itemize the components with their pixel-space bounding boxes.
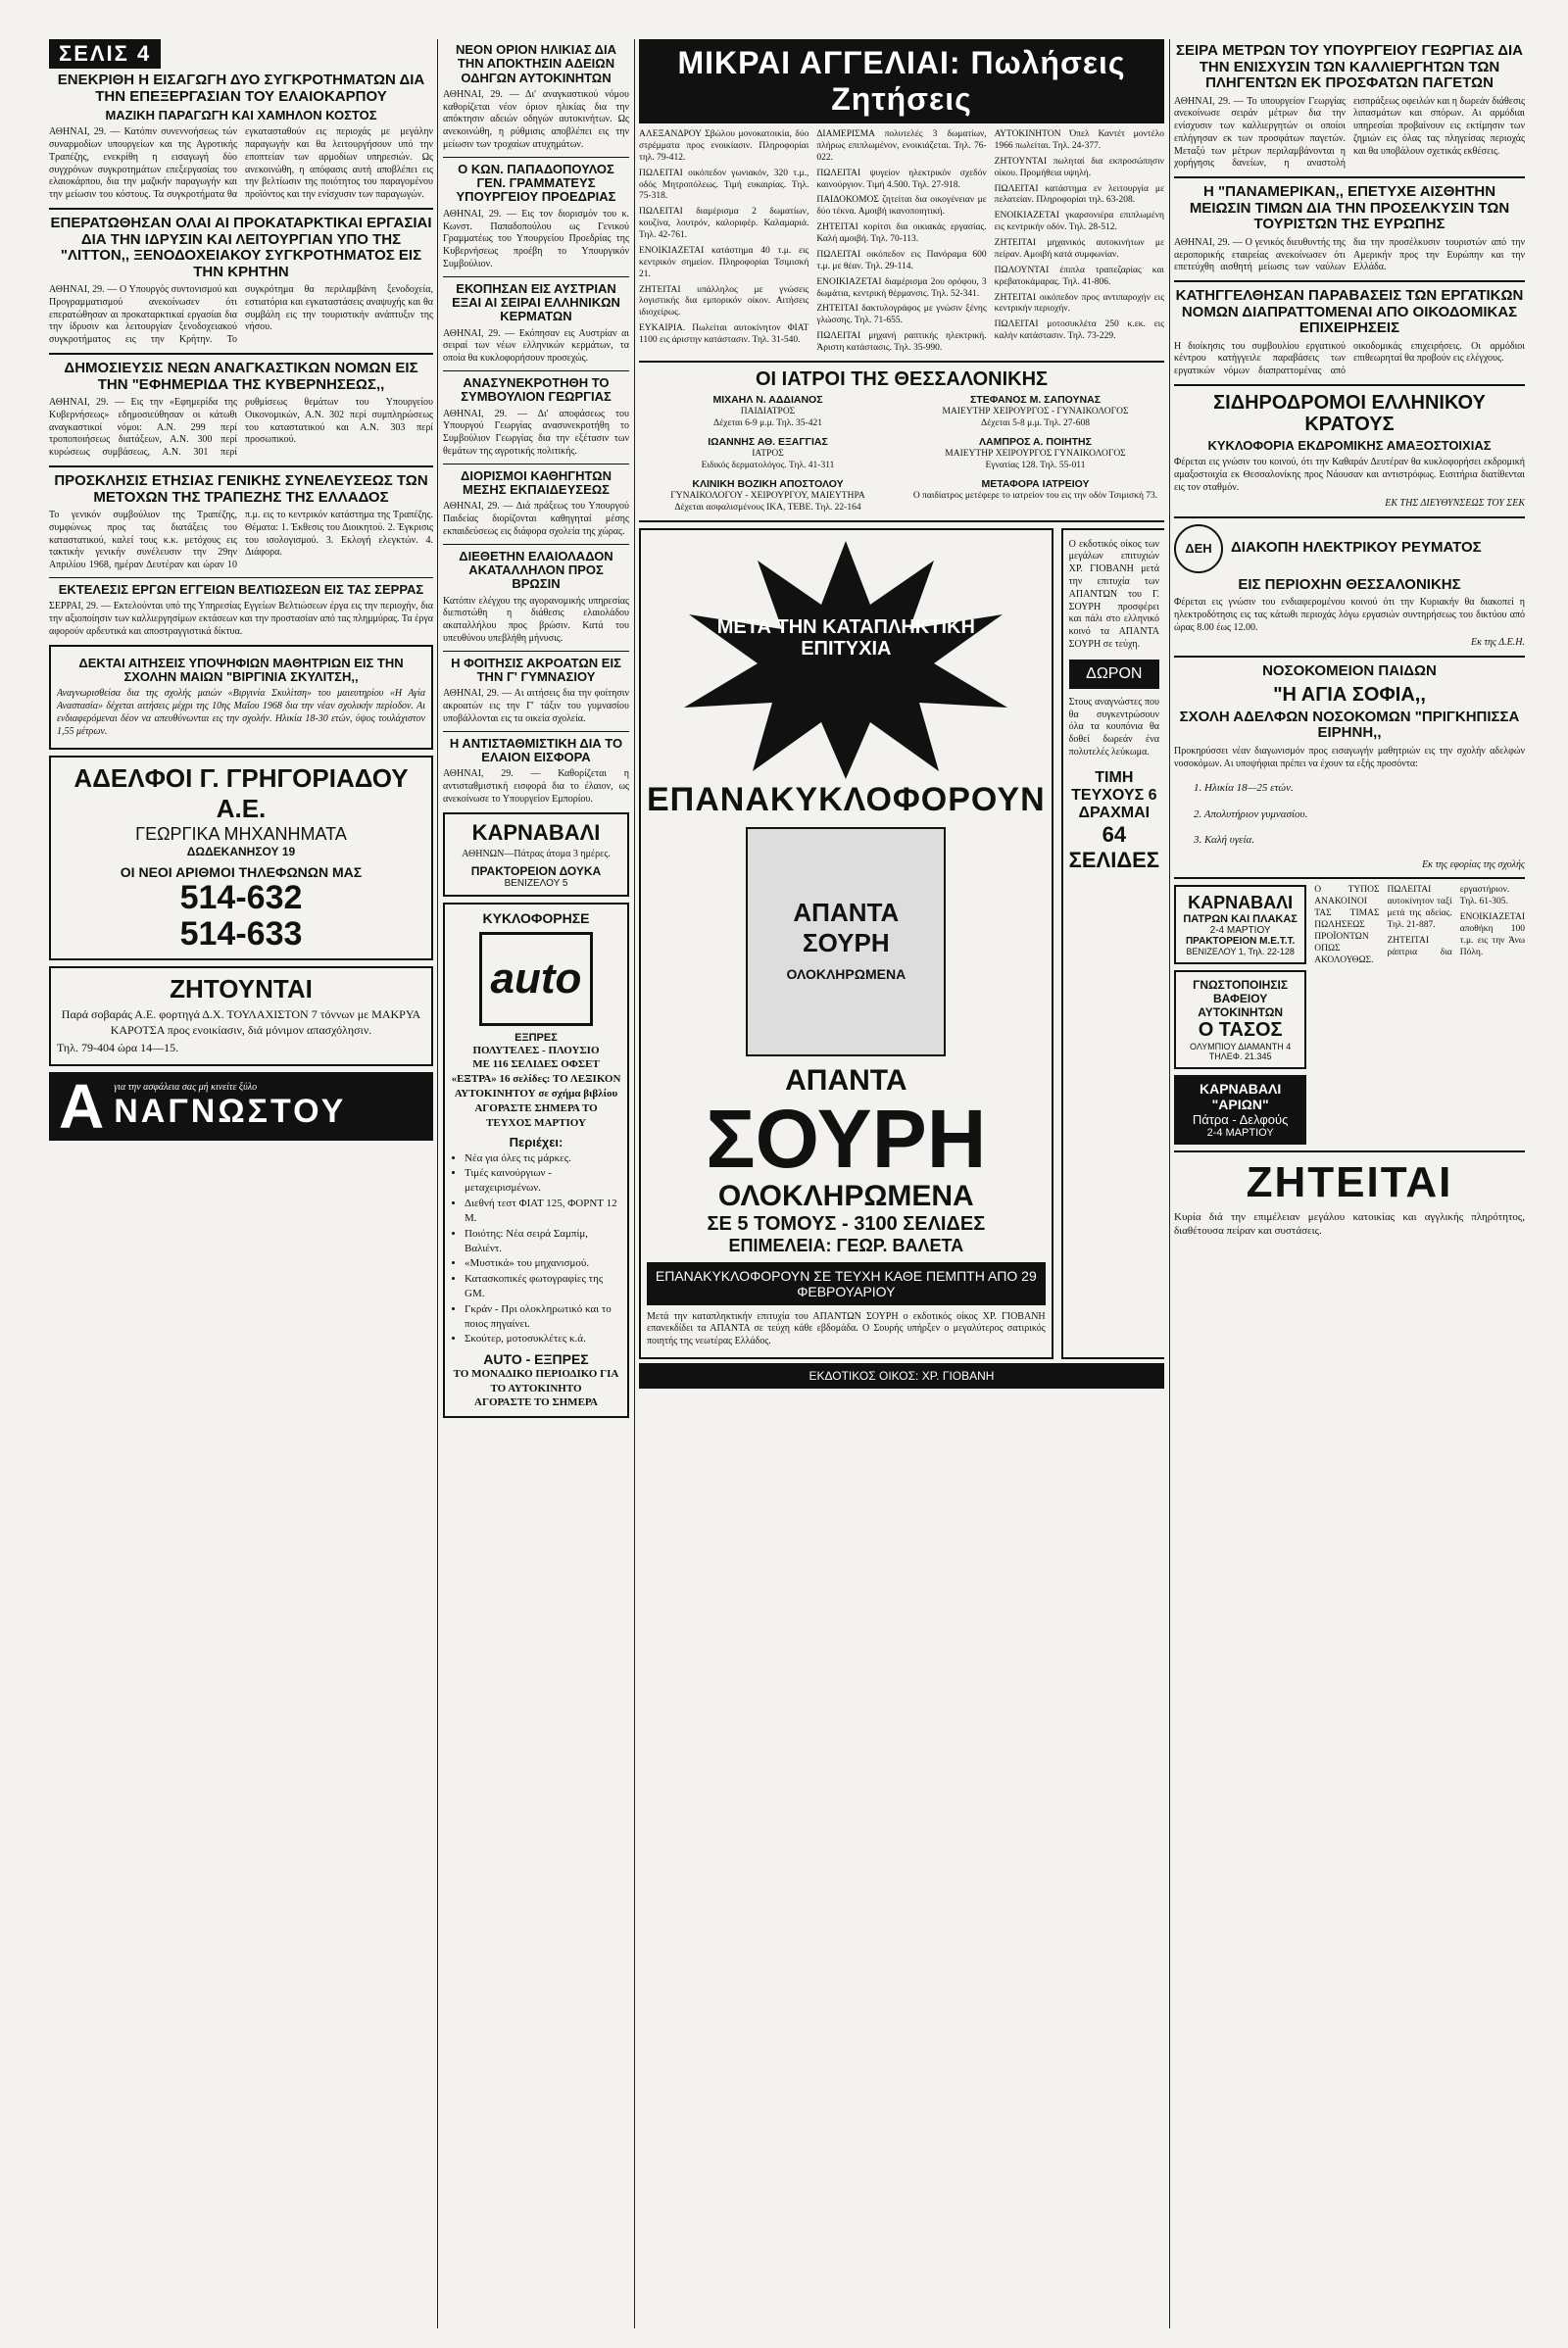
classified-ad: ΠΩΛΕΙΤΑΙ αυτοκίνητον ταξί μετά της αδείας. Τηλ. 21-887. (1387, 885, 1452, 930)
contents-item: • Κατασκοπικές φωτογραφίες της GM. (465, 1272, 621, 1302)
ad-date: 2-4 ΜΑΡΤΙΟΥ (1206, 1127, 1274, 1140)
notice-signature: Εκ της Δ.Ε.Η. (1470, 637, 1525, 649)
article-headline: ΔΙΟΡΙΣΜΟΙ ΚΑΘΗΓΗΤΩΝ ΜΕΣΗΣ ΕΚΠΑΙΔΕΥΣΕΩΣ (461, 467, 612, 498)
classified-ad: ΠΑΙΔΟΚΟΜΟΣ ζητείται δια οικογένειαν με δύο τέκνα. Αμοιβή ικανοποιητική. (816, 195, 987, 218)
doctor-info: Ειδικός δερματολόγος. Τηλ. 41-311 (701, 460, 835, 470)
doctors-heading: ΟΙ ΙΑΤΡΟΙ ΤΗΣ ΘΕΣΣΑΛΟΝΙΚΗΣ (755, 367, 1049, 390)
classified-ad: ΖΗΤΕΙΤΑΙ ράπτρια δια εργαστήριον. Τηλ. 61-305. (1387, 885, 1510, 957)
publisher-footer: ΕΚΔΟΤΙΚΟΣ ΟΙΚΟΣ: ΧΡ. ΓΙΟΒΑΝΗ (639, 1363, 1164, 1389)
doctor-specialty: ΙΑΤΡΟΣ (752, 448, 784, 459)
doctor-info: Δέχεται 6-9 μ.μ. Τηλ. 35-421 (713, 417, 822, 428)
classified-ad: ΠΩΛΕΙΤΑΙ ψυγείον ηλεκτρικόν σχεδόν καινούργιον. Τιμή 4.500. Τηλ. 27-918. (816, 168, 987, 190)
classifieds-banner: ΜΙΚΡΑΙ ΑΓΓΕΛΙΑΙ: Πωλήσεις Ζητήσεις (639, 39, 1164, 123)
gift-label: ΔΩΡΟΝ (1069, 660, 1159, 689)
hospital-body: Προκηρύσσει νέαν διαγωνισμόν προς εισαγωγήν μαθητριών εις την σχολήν αδελφών νοσοκόμων. Αι υποψήφιαι πρέπει να έχουν τα εξής προσόντα: (1174, 745, 1525, 769)
column-divider (437, 39, 438, 2328)
article-body: Το γενικόν συμβούλιον της Τραπέζης, συμφώνως προς τας διατάξεις του καταστατικού, καλεί τους κ.κ. μετόχους εις τακτικήν γενικήν συνέλευσιν την 29ην Απριλίου 1968, ημέραν Δευτέραν και ώραν 10 π.μ. εις το κεντρικόν κατάστημα της Τραπέζης. Θέματα: 1. Έκθεσις του Διοικητού. 2. Έγκρισις του ισολογισμού. 3. Εκλογή ελεγκτών. 4. Διάφορα. (49, 510, 433, 571)
book-subtitle: ΟΛΟΚΛΗΡΩΜΕΝΑ (786, 965, 906, 982)
contents-item: • Σκούτερ, μοτοσυκλέτες κ.ά. (465, 1332, 621, 1346)
promo-text: Ο εκδοτικός οίκος των μεγάλων επιτυχιών ΧΡ. ΓΙΟΒΑΝΗ μετά την επιτυχία των ΑΠΑΝΤΩΝ του Γ. ΣΟΥΡΗ προσφέρει και πάλι στο ελληνικό κοινό τα ΑΠΑΝΤΑ ΣΟΥΡΗ σε τεύχη. (1068, 538, 1159, 650)
apanta-heading: ΑΠΑΝΤΑ (785, 1063, 907, 1097)
article-body: ΑΘΗΝΑΙ, 29. — Δι' αποφάσεως του Υπουργού Γεωργίας ανασυνεκροτήθη το Συμβούλιον Γεωργίας δια την εξέτασιν των θεμάτων της αγροτικής πολιτικής. (443, 408, 629, 458)
classified-ad: ΖΗΤΕΙΤΑΙ υπάλληλος με γνώσεις λογιστικής δια εμπορικόν οίκον. Αιτήσεις ιδιοχείρως. (639, 284, 809, 318)
classified-ad: ΕΝΟΙΚΙΑΖΕΤΑΙ γκαρσονιέρα επιπλωμένη εις κεντρικήν οδόν. Τηλ. 28-512. (994, 211, 1164, 233)
classified-ad: ΔΙΑΜΕΡΙΣΜΑ πολυτελές 3 δωματίων, πλήρως επιπλωμένον, ενοικιάζεται. Τηλ. 76-022. (816, 129, 987, 163)
company-name: ΑΔΕΛΦΟΙ Γ. ΓΡΗΓΟΡΙΑΔΟΥ Α.Ε. (74, 762, 409, 823)
doctor-specialty: ΓΥΝΑΙΚΟΛΟΓΟΥ - ΧΕΙΡΟΥΡΓΟΥ, ΜΑΙΕΥΤΗΡΑ (670, 490, 865, 501)
starburst (669, 536, 1022, 781)
ad-body: Παρά σοβαράς Α.Ε. φορτηγά Δ.Χ. ΤΟΥΛΑΧΙΣΤΟΝ 7 τόννων με ΜΑΚΡΥΑ ΚΑΡΟΤΣΑ προς ενοικίασιν, διά μόνιμον απασχόλησιν. (61, 1007, 421, 1037)
doctor-listing (639, 436, 897, 472)
doctor-name: ΣΤΕΦΑΝΟΣ Μ. ΣΑΠΟΥΝΑΣ (970, 393, 1101, 406)
article-body: ΑΘΗΝΑΙ, 29. — Καθορίζεται η αντισταθμιστική εισφορά δια το έλαιον, ως ανεκοίνωσε το Υπουργείον Εμπορίου. (443, 768, 629, 806)
doctor-listing (639, 478, 897, 514)
article-headline: ΕΚΟΠΗΣΑΝ ΕΙΣ ΑΥΣΤΡΙΑΝ ΕΞΑΙ ΑΙ ΣΕΙΡΑΙ ΕΛΛΗΝΙΚΩΝ ΚΕΡΜΑΤΩΝ (452, 280, 620, 324)
auto-express-ad (443, 903, 629, 1419)
article-headline: ΣΕΙΡΑ ΜΕΤΡΩΝ ΤΟΥ ΥΠΟΥΡΓΕΙΟΥ ΓΕΩΡΓΙΑΣ ΔΙΑ ΤΗΝ ΕΝΙΣΧΥΣΙΝ ΤΩΝ ΚΑΛΛΙΕΡΓΗΤΩΝ ΤΩΝ ΠΛΗΓΕΝΤΩΝ ΕΚ ΠΡΟΣΦΑΤΩΝ ΠΑΓΕΤΩΝ (1176, 42, 1523, 91)
school-ad (49, 645, 433, 750)
classifieds-list (639, 129, 1164, 355)
doctor-info: Εγνατίας 128. Τηλ. 55-011 (985, 460, 1086, 470)
column-divider (1169, 39, 1170, 2328)
doctor-specialty: ΜΑΙΕΥΤΗΡ ΧΕΙΡΟΥΡΓΟΣ ΓΥΝΑΙΚΟΛΟΓΟΣ (945, 448, 1126, 459)
contents-item: • Ποιότης: Νέα σειρά Σαμπίμ, Βαλιέντ. (465, 1227, 621, 1257)
doctor-info: Δέχεται ασφαλισμένους ΙΚΑ, ΤΕΒΕ. Τηλ. 22-164 (674, 502, 861, 513)
ad-lines (451, 1044, 621, 1131)
ads-left (1174, 885, 1306, 1145)
article-body: Φέρεται εις γνώσιν του κοινού, ότι την Καθαράν Δευτέραν θα κυκλοφορήσει εκδρομική αμαξοστοιχία εκ Θεσσαλονίκης προς Νάουσαν και αντιστρόφως. Εισιτήρια διατίθενται εις τον σταθμόν. (1174, 457, 1525, 493)
contents-label: Περιέχει: (509, 1134, 564, 1150)
classified-ad: ΖΗΤΕΙΤΑΙ δακτυλογράφος με γνώσιν ξένης γλώσσης. Τηλ. 71-655. (816, 304, 987, 326)
contents-list (451, 1151, 621, 1347)
agency-address: ΒΕΝΙΖΕΛΟΥ 5 (504, 877, 568, 889)
article-headline: ΚΑΤΗΓΓΕΛΘΗΣΑΝ ΠΑΡΑΒΑΣΕΙΣ ΤΩΝ ΕΡΓΑΤΙΚΩΝ ΝΟΜΩΝ ΔΙΑΠΡΑΤΤΟΜΕΝΑΙ ΑΠΟ ΟΙΚΟΔΟΜΙΚΑΣ ΕΠΙΧΕΙΡΗΣΕΙΣ (1175, 287, 1524, 337)
contents-item: • Τιμές καινούργιων - μεταχειρισμένων. (465, 1166, 621, 1197)
column-2 (443, 39, 629, 2328)
article-body: ΑΘΗΝΑΙ, 29. — Ο γενικός διευθυντής της αεροπορικής εταιρείας ανεκοίνωσεν ότι επετεύχθη αισθητή μείωσις των ναύλων δια την προσέλκυσιν τουριστών από την Αμερικήν προς την Ευρώπην και την Ελλάδα. (1174, 236, 1525, 273)
magazine-tagline-2: ΑΓΟΡΑΣΤΕ ΤΟ ΣΗΜΕΡΑ (474, 1396, 598, 1409)
article-headline: ΣΙΔΗΡΟΔΡΟΜΟΙ ΕΛΛΗΝΙΚΟΥ ΚΡΑΤΟΥΣ (1213, 392, 1486, 436)
column-4 (1174, 39, 1525, 2328)
article-headline: ΕΠΕΡΑΤΩΘΗΣΑΝ ΟΛΑΙ ΑΙ ΠΡΟΚΑΤΑΡΚΤΙΚΑΙ ΕΡΓΑΣΙΑΙ ΔΙΑ ΤΗΝ ΙΔΡΥΣΙΝ ΚΑΙ ΛΕΙΤΟΥΡΓΙΑΝ ΥΠΟ ΤΗΣ "ΛΙΤΤΟΝ,, ΞΕΝΟΔΟΧΕΙΑΚΟΥ ΣΥΓΚΡΟΤΗΜΑΤΟΣ ΕΙΣ ΤΗΝ ΚΡΗΤΗΝ (50, 215, 432, 280)
ad-slogan: για την ασφάλεια σας μή κινείτε ξύλο (114, 1082, 258, 1094)
hospital-heading: ΝΟΣΟΚΟΜΕΙΟΝ ΠΑΙΔΩΝ (1262, 662, 1437, 680)
agency-name: ΠΡΑΚΤΟΡΕΙΟΝ ΔΟΥΚΑ (470, 863, 602, 878)
article-signature: ΕΚ ΤΗΣ ΔΙΕΥΘΥΝΣΕΩΣ ΤΟΥ ΣΕΚ (1385, 497, 1525, 509)
doctor-specialty: ΜΑΙΕΥΤΗΡ ΧΕΙΡΟΥΡΓΟΣ - ΓΥΝΑΙΚΟΛΟΓΟΣ (942, 407, 1129, 416)
doctor-listing (906, 478, 1164, 503)
article-body: Κατόπιν ελέγχου της αγορανομικής υπηρεσίας διεπιστώθη η διάθεσις ελαιολάδου ακαταλλήλου προς βρώσιν. Κατά του υπευθύνου υπεβλήθη μήνυσις. (443, 595, 629, 645)
doctors-list (639, 394, 1164, 514)
classified-ad: ΠΩΛΕΙΤΑΙ μοτοσυκλέτα 250 κ.εκ. εις καλήν κατάστασιν. Τηλ. 73-229. (994, 319, 1164, 342)
ad-word: ΝΑΓΝΩΣΤΟΥ (114, 1093, 347, 1131)
ad-line: ΜΕ 116 ΣΕΛΙΔΕΣ ΟΦΣΕΤ (472, 1058, 600, 1071)
ad-body: ΑΘΗΝΩΝ—Πάτρας άτομα 3 ημέρες. (462, 848, 611, 859)
doctor-listing (906, 436, 1164, 472)
ad-headline: ΔΕΚΤΑΙ ΑΙΤΗΣΕΙΣ ΥΠΟΨΗΦΙΩΝ ΜΑΘΗΤΡΙΩΝ ΕΙΣ ΤΗΝ ΣΧΟΛΗΝ ΜΑΙΩΝ "ΒΙΡΓΙΝΙΑ ΣΚΥΛΙΤΣΗ,, (78, 655, 404, 685)
souri-ad (639, 528, 1164, 1359)
editor-heading: ΕΠΙΜΕΛΕΙΑ: ΓΕΩΡ. ΒΑΛΕΤΑ (728, 1235, 964, 1255)
classified-ad: ΖΗΤΕΙΤΑΙ μηχανικός αυτοκινήτων με πείραν. Αμοιβή κατά συμφωνίαν. (994, 238, 1164, 260)
classified-ad: ΠΩΛΟΥΝΤΑΙ έπιπλα τραπεζαρίας και κρεβατοκάμαρας. Τηλ. 41-806. (994, 265, 1164, 287)
magazine-tagline: ΤΟ ΜΟΝΑΔΙΚΟ ΠΕΡΙΟΔΙΚΟ ΓΙΑ ΤΟ ΑΥΤΟΚΙΝΗΤΟ (453, 1367, 619, 1394)
classifieds-list (1314, 885, 1525, 1145)
article-headline: ΔΗΜΟΣΙΕΥΣΙΣ ΝΕΩΝ ΑΝΑΓΚΑΣΤΙΚΩΝ ΝΟΜΩΝ ΕΙΣ ΤΗΝ "ΕΦΗΜΕΡΙΔΑ ΤΗΣ ΚΥΒΕΡΝΗΣΕΩΣ,, (64, 360, 418, 393)
article-body: ΑΘΗΝΑΙ, 29. — Εις την «Εφημερίδα της Κυβερνήσεως» εδημοσιεύθησαν οι κάτωθι αναγκαστικοί νόμοι: Α.Ν. 299 περί τροποποιήσεως διατάξεων, Α.Ν. 300 περί κυρώσεως συμβάσεως, Α.Ν. 301 περί ρυθμίσεως θεμάτων του Υπουργείου Οικονομικών, Α.Ν. 302 περί συμπληρώσεως του καταστατικού και Α.Ν. 303 περί προσωπικού. (49, 397, 433, 459)
requirements-list (1174, 781, 1525, 848)
classified-ad: ΠΩΛΕΙΤΑΙ οικόπεδον γωνιακόν, 320 τ.μ., οδός Μητροπόλεως. Τιμή ευκαιρίας. Τηλ. 75-318. (639, 168, 809, 202)
magazine-brand: AUTO - ΕΞΠΡΕΣ (483, 1350, 589, 1367)
classified-ad: ΠΩΛΕΙΤΑΙ μηχανή ραπτικής ηλεκτρική. Άριστη κατάστασις. Τηλ. 35-990. (816, 331, 987, 353)
ad-line: ΑΓΟΡΑΣΤΕ ΣΗΜΕΡΑ ΤΟ ΤΕΥΧΟΣ ΜΑΡΤΙΟΥ (474, 1102, 598, 1129)
phone-number: 514-632 (179, 878, 303, 916)
ad-sub: Πάτρα - Δελφούς (1192, 1112, 1289, 1128)
article-headline: Η ΦΟΙΤΗΣΙΣ ΑΚΡΟΑΤΩΝ ΕΙΣ ΤΗΝ Γ' ΓΥΜΝΑΣΙΟΥ (451, 655, 621, 685)
doctor-info: Ο παιδίατρος μετέφερε το ιατρείον του εις την οδόν Τσιμισκή 73. (912, 490, 1158, 501)
ad-sub: ΠΑΤΡΩΝ ΚΑΙ ΠΛΑΚΑΣ (1183, 913, 1298, 926)
phones-label: ΟΙ ΝΕΟΙ ΑΡΙΘΜΟΙ ΤΗΛΕΦΩΝΩΝ ΜΑΣ (120, 863, 363, 880)
logo-subtitle: ΕΞΠΡΕΣ (514, 1031, 558, 1044)
classified-ad: ΠΩΛΕΙΤΑΙ οικόπεδον εις Πανόραμα 600 τ.μ. με θέαν. Τηλ. 29-114. (816, 249, 987, 271)
article-headline: ΝΕΟΝ ΟΡΙΟΝ ΗΛΙΚΙΑΣ ΔΙΑ ΤΗΝ ΑΠΟΚΤΗΣΙΝ ΑΔΕΙΩΝ ΟΔΗΓΩΝ ΑΥΤΟΚΙΝΗΤΩΝ (455, 42, 616, 85)
ad-headline: ΚΑΡΝΑΒΑΛΙ (471, 819, 601, 845)
classified-ad: ΕΝΟΙΚΙΑΖΕΤΑΙ διαμέρισμα 2ου ορόφου, 3 δωμάτια, κεντρική θέρμανσις. Τηλ. 52-341. (816, 276, 987, 299)
column-3 (639, 39, 1164, 2328)
article-body: ΑΘΗΝΑΙ, 29. — Εις τον διορισμόν του κ. Κωνστ. Παπαδοπούλου ως Γενικού Γραμματέως του Υπουργείου Προεδρίας της Κυβερνήσεως προέβη το Υπουργικόν Συμβούλιον. (443, 208, 629, 269)
article-body: ΑΘΗΝΑΙ, 29. — Κατόπιν συνεννοήσεως τών συναρμοδίων υπουργείων και της Αγροτικής Τραπέζης, ενεκρίθη η εισαγωγή δύο συγχρόνων συγκροτημάτων επεξεργασίας του ελαιοκάρπου, δια την μαζικήν παραγωγήν και την μείωσιν του κόστους. Τα συγκροτήματα θα εγκατασταθούν εις περιοχάς με μεγάλην παραγωγήν και θα λειτουργήσουν υπό την εποπτείαν των αρμοδίων υπηρεσιών. Ως ανεκοινώθη, η απόφασις αυτή αποβλέπει εις την βελτίωσιν της ποιότητος του παραγομένου προϊόντος και την ενίσχυσιν των παραγωγών. (49, 126, 433, 201)
anagnostou-ad (49, 1072, 433, 1141)
hospital-signature: Εκ της εφορίας της σχολής (1422, 858, 1525, 870)
price-sub: 64 ΣΕΛΙΔΕΣ (1068, 821, 1160, 872)
complete-heading: ΟΛΟΚΛΗΡΩΜΕΝΑ (717, 1179, 974, 1212)
classified-ad: ΖΗΤΟΥΝΤΑΙ πωληταί δια εκπροσώπησιν οίκου. Προμήθεια υψηλή. (994, 156, 1164, 178)
school-name: ΣΧΟΛΗ ΑΔΕΛΦΩΝ ΝΟΣΟΚΟΜΩΝ "ΠΡΙΓΚΗΠΙΣΣΑ ΕΙΡΗΝΗ,, (1179, 708, 1520, 742)
wanted-heading: ΖΗΤΕΙΤΑΙ (1246, 1158, 1453, 1207)
ad-phone: Τηλ. 79-404 ώρα 14—15. (57, 1041, 179, 1054)
arion-carnival-ad (1174, 1075, 1306, 1145)
gift-text: Στους αναγνώστες που θα συγκεντρώσουν όλα τα κουπόνια θα δοθεί δωρεάν ένα πολυτελές λεύκωμα. (1068, 696, 1159, 758)
starburst-text: ΜΕΤΑ ΤΗΝ ΚΑΤΑΠΛΗΚΤΙΚΗ ΕΠΙΤΥΧΙΑ (716, 615, 975, 660)
notice-headline: ΔΙΑΚΟΠΗ ΗΛΕΚΤΡΙΚΟΥ ΡΕΥΜΑΤΟΣ (1231, 539, 1482, 557)
reissue-heading: ΕΠΑΝΑΚΥΚΛΟΦΟΡΟΥΝ (647, 780, 1046, 818)
requirement-item: 3. Καλή υγεία. (1194, 834, 1255, 847)
souri-ad-left (639, 528, 1054, 1359)
carnival-patras-ad (1174, 885, 1306, 964)
trucks-wanted-ad (49, 966, 433, 1066)
classified-ad: ΖΗΤΕΙΤΑΙ οικόπεδον προς αντιπαροχήν εις κεντρικήν περιοχήν. (994, 292, 1164, 315)
article-headline: ΔΙΕΘΕΤΗΝ ΕΛΑΙΟΛΑΔΟΝ ΑΚΑΤΑΛΛΗΛΟΝ ΠΡΟΣ ΒΡΩΣΙΝ (459, 548, 613, 592)
notice-subheadline: ΕΙΣ ΠΕΡΙΟΧΗΝ ΘΕΣΣΑΛΟΝΙΚΗΣ (1238, 575, 1461, 593)
doctor-specialty: ΠΑΙΔΙΑΤΡΟΣ (740, 407, 796, 416)
hospital-name: "Η ΑΓΙΑ ΣΟΦΙΑ,, (1273, 683, 1426, 706)
doctor-info: Δέχεται 5-8 μ.μ. Τηλ. 27-608 (981, 417, 1090, 428)
ad-head: ΚΥΚΛΟΦΟΡΗΣΕ (482, 909, 590, 926)
contents-item: • «Μυστικά» του μηχανισμού. (465, 1256, 621, 1271)
price-label: ΤΙΜΗ ΤΕΥΧΟΥΣ 6 ΔΡΑΧΜΑΙ (1071, 768, 1157, 821)
ad-line: ΠΟΛΥΤΕΛΕΣ - ΠΛΟΥΣΙΟ (472, 1044, 600, 1056)
article-headline: ΑΝΑΣΥΝΕΚΡΟΤΗΘΗ ΤΟ ΣΥΜΒΟΥΛΙΟΝ ΓΕΩΡΓΙΑΣ (461, 375, 612, 405)
book-title: ΑΠΑΝΤΑ ΣΟΥΡΗ (793, 897, 900, 957)
article-body: ΣΕΡΡΑΙ, 29. — Εκτελούνται υπό της Υπηρεσίας Εγγείων Βελτιώσεων έργα εις την περιοχήν, δια την αξιοποίησιν των καλλιεργησίμων εκτάσεων και την προστασίαν από τας πλημμύρας. Τα έργα αφορούν αρδευτικά και αποστραγγιστικά δίκτυα. (49, 601, 433, 637)
ad-headline: ΓΝΩΣΤΟΠΟΙΗΣΙΣ ΒΑΦΕΙΟΥ ΑΥΤΟΚΙΝΗΤΩΝ (1193, 978, 1289, 1020)
article-body: ΑΘΗΝΑΙ, 29. — Ο Υπουργός συντονισμού και Προγραμματισμού ανεκοίνωσεν ότι επερατώθησαν αι προκαταρκτικαί εργασίαι δια την ίδρυσιν και λειτουργίαν ξενοδοχειακού συγκροτήματος εις την Κρήτην. Το συγκρότημα θα περιλαμβάνη ξενοδοχεία, εστιατόρια και εγκαταστάσεις αναψυχής και θα συμβάλη εις την τουριστικήν ανάπτυξιν της νήσου. (49, 284, 433, 346)
column-divider (634, 39, 635, 2328)
article-body: Η διοίκησις του συμβουλίου εργατικού κέντρου κατήγγειλε παραβάσεις των εργατικών νόμων διαπραττομένας από οικοδομικάς επιχειρήσεις. Οι αρμόδιοι επιθεωρηταί θα προβούν εις ελέγχους. (1174, 340, 1525, 377)
article-headline: Ο ΚΩΝ. ΠΑΠΑΔΟΠΟΥΛΟΣ ΓΕΝ. ΓΡΑΜΜΑΤΕΥΣ ΥΠΟΥΡΓΕΙΟΥ ΠΡΟΕΔΡΙΑΣ (456, 161, 616, 205)
ad-letter: Α (59, 1071, 105, 1143)
ad-line: «ΕΞΤΡΑ» 16 σελίδες: ΤΟ ΛΕΞΙΚΟΝ ΑΥΤΟΚΙΝΗΤΟΥ σε σχήμα βιβλίου (451, 1073, 621, 1101)
classified-ad: ΠΩΛΕΙΤΑΙ διαμέρισμα 2 δωματίων, κουζίνα, λουτρόν, καλοριφέρ. Καλαμαριά. Τηλ. 42-761. (639, 207, 809, 240)
doctor-listing (639, 394, 897, 430)
weekly-banner: ΕΠΑΝΑΚΥΚΛΟΦΟΡΟΥΝ ΣΕ ΤΕΥΧΗ ΚΑΘΕ ΠΕΜΠΤΗ ΑΠΟ 29 ΦΕΒΡΟΥΑΡΙΟΥ (647, 1262, 1046, 1305)
car-paint-ad (1174, 970, 1306, 1069)
doctor-name: ΜΕΤΑΦΟΡΑ ΙΑΤΡΕΙΟΥ (981, 477, 1090, 490)
agency-address: ΒΕΝΙΖΕΛΟΥ 1, Τηλ. 22-128 (1186, 947, 1295, 957)
promo-text: Μετά την καταπληκτικήν επιτυχία του ΑΠΑΝΤΩΝ ΣΟΥΡΗ ο εκδοτικός οίκος ΧΡ. ΓΙΟΒΑΝΗ επανεκδίδει τα ΑΠΑΝΤΑ σε τεύχη κάθε εβδομάδα. Ο Σουρής υπήρξεν ο μεγαλύτερος σατιρικός ποιητής της νεωτέρας Ελλάδος. (647, 1310, 1046, 1347)
article-headline: ΕΝΕΚΡΙΘΗ Η ΕΙΣΑΓΩΓΗ ΔΥΟ ΣΥΓΚΡΟΤΗΜΑΤΩΝ ΔΙΑ ΤΗΝ ΕΠΕΞΕΡΓΑΣΙΑΝ ΤΟΥ ΕΛΑΙΟΚΑΡΠΟΥ (57, 72, 425, 105)
wanted-body: Κυρία διά την επιμέλειαν μεγάλου κατοικίας και αγγλικής πληρότητος, διαθέτουσα πείραν και συστάσεις. (1174, 1211, 1525, 1238)
ad-date: 2-4 ΜΑΡΤΙΟΥ (1209, 925, 1271, 937)
article-body: ΑΘΗΝΑΙ, 29. — Διά πράξεως του Υπουργού Παιδείας διορίζονται καθηγηταί μέσης εκπαιδεύσεως εις διάφορα σχολεία της χώρας. (443, 501, 629, 537)
article-headline: ΠΡΟΣΚΛΗΣΙΣ ΕΤΗΣΙΑΣ ΓΕΝΙΚΗΣ ΣΥΝΕΛΕΥΣΕΩΣ ΤΩΝ ΜΕΤΟΧΩΝ ΤΗΣ ΤΡΑΠΕΖΗΣ ΤΗΣ ΕΛΛΑΔΟΣ (54, 472, 428, 506)
doctor-name: ΛΑΜΠΡΟΣ Α. ΠΟΙΗΤΗΣ (979, 435, 1092, 448)
company-sector: ΓΕΩΡΓΙΚΑ ΜΗΧΑΝΗΜΑΤΑ (135, 823, 347, 844)
contents-item: • Διεθνή τεστ ΦΙΑΤ 125, ΦΟΡΝΤ 12 Μ. (465, 1197, 621, 1227)
carnival-ad (443, 812, 629, 897)
classified-ad: ΕΥΚΑΙΡΙΑ. Πωλείται αυτοκίνητον ΦΙΑΤ 1100 εις άριστην κατάστασιν. Τηλ. 31-540. (639, 323, 809, 345)
doctor-name: ΚΛΙΝΙΚΗ ΒΟΖΙΚΗ ΑΠΟΣΤΟΛΟΥ (692, 477, 844, 490)
ad-body: Αναγνωρισθείσα δια της σχολής μαιών «Βιργινία Σκυλίτση» του μαιευτηρίου «Η Αγία Αναστασία» δέχεται αιτήσεις μέχρι της 10ης Μαΐου 1968 δια την νέαν σχολικήν περίοδον. Αι ενδιαφερόμεναι δέον να απευθύνωνται εις την σχολήν. Ηλικία 18-30 ετών, ύψος τουλάχιστον 1,55 μέτρων. (57, 688, 425, 737)
classified-ad: ΖΗΤΕΙΤΑΙ κορίτσι δια οικιακάς εργασίας. Καλή αμοιβή. Τηλ. 70-113. (816, 222, 987, 244)
souri-ad-right (1061, 528, 1164, 1359)
article-headline: Η "ΠΑΝΑΜΕΡΙΚΑΝ,, ΕΠΕΤΥΧΕ ΑΙΣΘΗΤΗΝ ΜΕΙΩΣΙΝ ΤΙΜΩΝ ΔΙΑ ΤΗΝ ΠΡΟΣΕΛΚΥΣΙΝ ΤΩΝ ΤΟΥΡΙΣΤΩΝ ΤΗΣ ΕΥΡΩΠΗΣ (1189, 183, 1510, 233)
article-body: ΑΘΗΝΑΙ, 29. — Δι' αναγκαστικού νόμου καθορίζεται νέον όριον ηλικίας δια την απόκτησιν αδειών οδηγών αυτοκινήτων. Ως ανεκοινώθη, η ρύθμισις αποβλέπει εις την μείωσιν των τροχαίων ατυχημάτων. (443, 88, 629, 151)
doctor-name: ΙΩΑΝΝΗΣ ΑΘ. ΕΞΑΓΓΙΑΣ (708, 435, 828, 448)
dei-logo: ΔΕΗ (1174, 524, 1223, 573)
column-1 (49, 39, 433, 2328)
souri-heading: ΣΟΥΡΗ (706, 1092, 987, 1185)
section-tag: ΣΕΛΙΣ 4 (49, 39, 161, 69)
classified-ad: ΕΝΟΙΚΙΑΖΕΤΑΙ αποθήκη 100 τ.μ. εις την Άνω Πόλη. (1459, 912, 1525, 957)
requirement-item: 1. Ηλικία 18—25 ετών. (1194, 782, 1294, 795)
notice-body: Φέρεται εις γνώσιν του ενδιαφερομένου κοινού ότι την Κυριακήν θα διακοπεί η ηλεκτροδότησις εις τας κάτωθι περιοχάς λόγω εργασιών συντηρήσεως του δικτύου από ώρας 8.00 έως 12.00. (1174, 597, 1525, 633)
book-stack-illustration (746, 827, 946, 1056)
requirement-item: 2. Απολυτήριον γυμνασίου. (1194, 807, 1308, 820)
article-body: ΑΘΗΝΑΙ, 29. — Αι αιτήσεις δια την φοίτησιν ακροατών εις την Γ' τάξιν του γυμνασίου υποβάλλονται εις τα οικεία σχολεία. (443, 688, 629, 725)
article-subheadline: ΚΥΚΛΟΦΟΡΙΑ ΕΚΔΡΟΜΙΚΗΣ ΑΜΑΞΟΣΤΟΙΧΙΑΣ (1207, 438, 1492, 454)
ads-row (1174, 885, 1525, 1145)
article-body: ΑΘΗΝΑΙ, 29. — Το υπουργείον Γεωργίας ανεκοίνωσε σειράν μέτρων δια την ενίσχυσιν των καλλιεργητών οι οποίοι επλήγησαν εκ των προσφάτων παγετών. Μεταξύ των μέτρων περιλαμβάνονται η χορήγησις δανείων, η αναστολή εισπράξεως οφειλών και η δωρεάν διάθεσις λιπασμάτων και σπόρων. Αι αρμόδιαι υπηρεσίαι προβαίνουν εις εκτίμησιν των ζημιών εις όλας τας πληγείσας περιοχάς και θα υποβάλουν σχετικάς εκθέσεις. (1174, 95, 1525, 170)
auto-logo: auto (479, 932, 593, 1026)
ad-headline: ΚΑΡΝΑΒΑΛΙ "ΑΡΙΩΝ" (1200, 1081, 1282, 1113)
agency-name: ΠΡΑΚΤΟΡΕΙΟΝ Μ.Ε.Τ.Τ. (1185, 936, 1296, 948)
machinery-ad (49, 756, 433, 961)
classified-ad: ΑΥΤΟΚΙΝΗΤΟΝ Όπελ Καντέτ μοντέλο 1966 πωλείται. Τηλ. 24-377. (994, 129, 1164, 151)
ad-headline: ΚΑΡΝΑΒΑΛΙ (1188, 893, 1294, 913)
classified-ad: Ο ΤΥΠΟΣ ΑΝΑΚΟΙΝΟΙ ΤΑΣ ΤΙΜΑΣ ΠΩΛΗΣΕΩΣ ΠΡΟΪΟΝΤΩΝ ΟΠΩΣ ΑΚΟΛΟΥΘΩΣ. (1314, 885, 1380, 965)
phone-number: 514-633 (179, 914, 303, 953)
shop-address: ΟΛΥΜΠΙΟΥ ΔΙΑΜΑΝΤΗ 4 ΤΗΛΕΦ. 21.345 (1189, 1042, 1292, 1062)
article-headline: Η ΑΝΤΙΣΤΑΘΜΙΣΤΙΚΗ ΔΙΑ ΤΟ ΕΛΑΙΟΝ ΕΙΣΦΟΡΑ (449, 735, 623, 765)
shop-name: Ο ΤΑΣΟΣ (1198, 1019, 1283, 1042)
classified-ad: ΑΛΕΞΑΝΔΡΟΥ Σβώλου μονοκατοικία, δύο στρέμματα προς ενοικίασιν. Πληροφορίαι τηλ. 79-412. (639, 129, 809, 163)
doctor-listing (906, 394, 1164, 430)
doctor-name: ΜΙΧΑΗΛ Ν. ΑΔΔΙΑΝΟΣ (712, 393, 823, 406)
article-headline: ΕΚΤΕΛΕΣΙΣ ΕΡΓΩΝ ΕΓΓΕΙΩΝ ΒΕΛΤΙΩΣΕΩΝ ΕΙΣ ΤΑΣ ΣΕΡΡΑΣ (58, 582, 424, 598)
classified-ad: ΠΩΛΕΙΤΑΙ κατάστημα εν λειτουργία με πελατείαν. Πληροφορίαι τηλ. 63-208. (994, 183, 1164, 206)
article-body: ΑΘΗΝΑΙ, 29. — Εκόπησαν εις Αυστρίαν αι σειραί των νέων ελληνικών κερμάτων, τα οποία θα κυκλοφορήσουν προσεχώς. (443, 327, 629, 365)
article-subheadline: ΜΑΖΙΚΗ ΠΑΡΑΓΩΓΗ ΚΑΙ ΧΑΜΗΛΟΝ ΚΟΣΤΟΣ (105, 108, 377, 122)
volumes-heading: ΣΕ 5 ΤΟΜΟΥΣ - 3100 ΣΕΛΙΔΕΣ (707, 1212, 986, 1235)
classified-ad: ΕΝΟΙΚΙΑΖΕΤΑΙ κατάστημα 40 τ.μ. εις κεντρικόν σημείον. Πληροφορίαι Τσιμισκή 21. (639, 245, 809, 279)
power-cut-notice (1174, 524, 1525, 573)
contents-item: • Νέα για όλες τις μάρκες. (465, 1151, 621, 1166)
contents-item: • Γκράν - Πρι ολοκληρωτικό και το ποιος πηγαίνει. (465, 1302, 621, 1333)
company-address: ΔΩΔΕΚΑΝΗΣΟΥ 19 (186, 844, 296, 858)
ad-headline: ΖΗΤΟΥΝΤΑΙ (170, 974, 313, 1004)
